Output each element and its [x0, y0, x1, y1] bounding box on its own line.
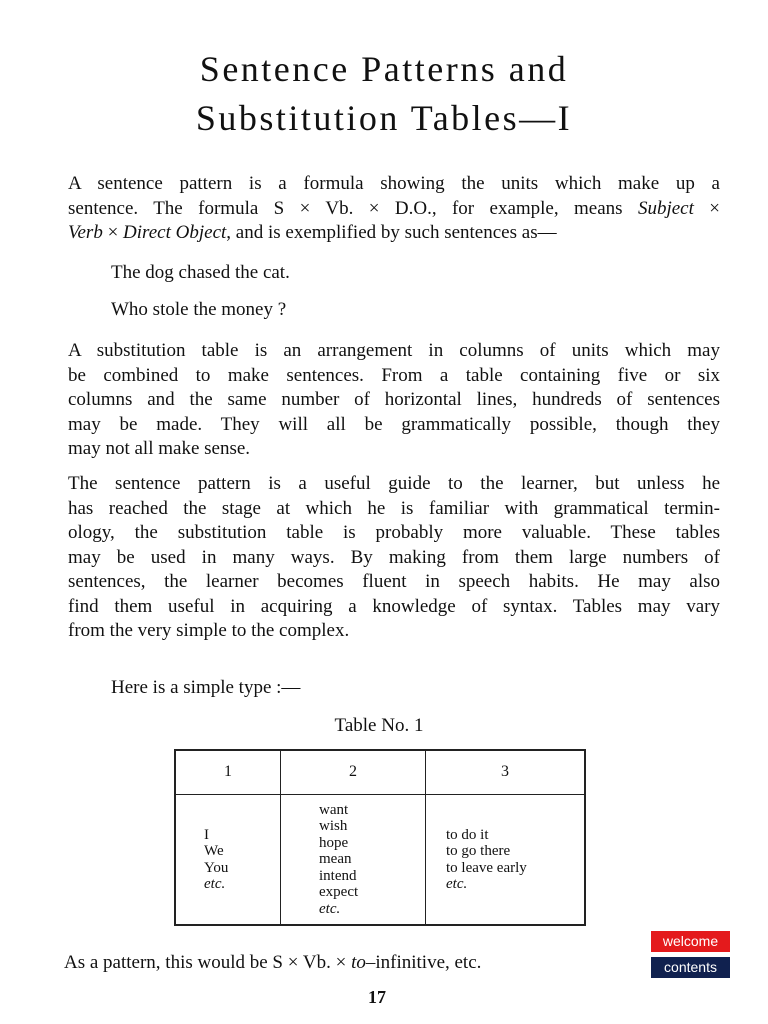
pattern-summary: As a pattern, this would be S × Vb. × to–infinitive, etc. [64, 952, 482, 973]
table-cell-item: expect [319, 884, 359, 901]
table-intro: Here is a simple type :— [111, 677, 301, 698]
verb-column [281, 795, 426, 926]
table-cell-item: to do it [446, 826, 489, 843]
table-cell-item: I [204, 826, 209, 843]
table-cell-item: We [204, 843, 224, 859]
paragraph-line: columns and the same number of horizontal lines, hundreds of sentences [68, 389, 720, 410]
table-cell-item: hope [319, 834, 349, 851]
table-cell-item: You [204, 859, 229, 876]
paragraph-line: Verb × Direct Object, and is exemplified by such sentences as— [68, 222, 557, 243]
substitution-table [174, 749, 586, 926]
paragraph-line: be combined to make sentences. From a table containing five or six [68, 364, 720, 386]
subject-term: Subject [637, 197, 694, 219]
paragraph-sentence-pattern [44, 172, 720, 246]
table-cell-item: etc. [319, 900, 341, 917]
table-cell-item: want [319, 801, 349, 818]
paragraph-line: ology, the substitution table is probably more valuable. These tables [68, 522, 720, 543]
paragraph-line: find them useful in acquiring a knowledge of syntax. Tables may vary [68, 595, 720, 617]
page-title-line-2: Substitution Tables—I [195, 98, 573, 138]
table-header-row [175, 750, 585, 795]
paragraph-line: may not all make sense. [68, 438, 251, 459]
contents-button[interactable]: contents [651, 957, 730, 978]
paragraph-line: sentences, the learner becomes fluent in speech habits. He may also [68, 571, 720, 592]
table-row [175, 795, 585, 926]
table-cell-item: intend [319, 867, 357, 884]
table-cell-item: etc. [446, 876, 468, 892]
paragraph-line: A substitution table is an arrangement in columns of units which may [68, 340, 720, 361]
paragraph-line: sentence. The formula S × Vb. × D.O., for example, means Subject × [68, 197, 720, 219]
table-cell-item: to leave early [446, 859, 527, 876]
paragraph-line: A sentence pattern is a formula showing the units which make up a [68, 173, 720, 194]
table-cell-item: mean [319, 851, 352, 868]
paragraph-substitution-table [44, 339, 720, 462]
paragraph-line: has reached the stage at which he is familiar with grammatical termin- [68, 497, 720, 519]
paragraph-learner-guide [44, 472, 720, 644]
table-cell-item: wish [319, 818, 348, 835]
page-title-line-1: Sentence Patterns and [199, 49, 569, 89]
table-cell-item: etc. [204, 876, 226, 892]
column-header: 3 [426, 750, 586, 795]
paragraph-line: may be used in many ways. By making from them large numbers of [68, 546, 720, 568]
direct-object-term: Direct Object [123, 222, 227, 243]
infinitive-column [426, 795, 586, 926]
to-term: to [351, 952, 366, 973]
page-number: 17 [368, 987, 386, 1007]
table-caption: Table No. 1 [334, 715, 424, 736]
table-cell-item: to go there [446, 843, 511, 859]
paragraph-line: may be made. They will all be grammatically possible, though they [68, 413, 720, 435]
welcome-button[interactable]: welcome [651, 931, 730, 952]
subject-column [175, 795, 281, 926]
column-header: 2 [281, 750, 426, 795]
example-sentence: The dog chased the cat. [111, 262, 290, 283]
example-sentence: Who stole the money ? [111, 299, 287, 320]
verb-term: Verb [68, 222, 103, 243]
paragraph-line: from the very simple to the complex. [68, 620, 350, 641]
paragraph-line: The sentence pattern is a useful guide to the learner, but unless he [68, 473, 720, 494]
column-header: 1 [175, 750, 281, 795]
